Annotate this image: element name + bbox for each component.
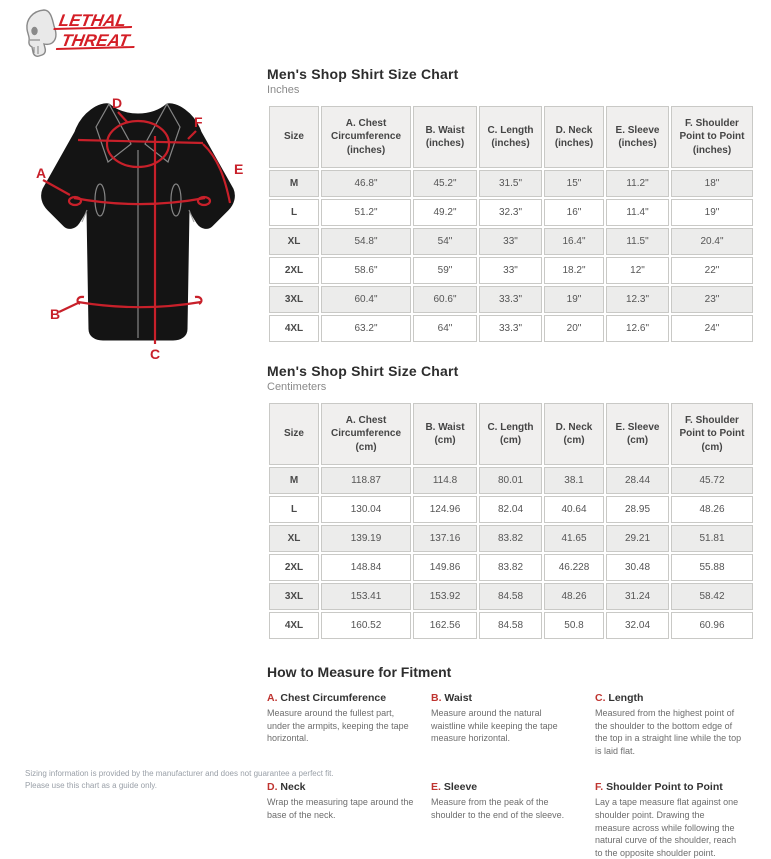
size-cell: L [269, 496, 319, 523]
measurement-cell: 137.16 [413, 525, 477, 552]
measurement-cell: 16" [544, 199, 604, 226]
table-row-2XL [269, 554, 753, 581]
fitment-item-description: Measured from the highest point of the shoulder to the bottom edge of the top in a straight line while the top is laid flat. [595, 708, 742, 756]
measurement-cell: 59" [413, 257, 477, 284]
fitment-item-heading [595, 781, 742, 793]
measurement-cell: 60.4" [321, 286, 411, 313]
fitment-item-letter: D. [267, 781, 278, 794]
table-row-L [269, 199, 753, 226]
measurement-cell: 48.26 [544, 583, 604, 610]
table-row-XL [269, 228, 753, 255]
measurement-cell: 114.8 [413, 467, 477, 494]
measurement-cell: 33.3" [479, 315, 542, 342]
measurement-cell: 11.5" [606, 228, 669, 255]
shirt-silhouette [42, 104, 235, 340]
table-row-3XL [269, 286, 753, 313]
fitment-item-letter: A. [267, 692, 278, 704]
fitment-item-heading [431, 692, 578, 704]
measurement-cell: 38.1 [544, 467, 604, 494]
measurement-cell: 45.72 [671, 467, 753, 494]
measurement-cell: 83.82 [479, 525, 542, 552]
fitment-item-name: Chest Circumference [280, 692, 387, 704]
measurement-cell: 55.88 [671, 554, 753, 581]
measurement-cell: 63.2" [321, 315, 411, 342]
fitment-item-heading [267, 692, 414, 704]
lethal-threat-logo [20, 4, 170, 62]
fitment-item-description: Measure from the peak of the shoulder to the end of the sleeve. [431, 797, 565, 820]
measurement-cell: 46.8" [321, 170, 411, 197]
column-header-3: C. Length (cm) [479, 403, 542, 465]
table-row-XL [269, 525, 753, 552]
header-row [269, 106, 753, 168]
measurement-cell: 30.48 [606, 554, 669, 581]
column-header-1: A. Chest Circumference (cm) [321, 403, 411, 465]
size-cell: M [269, 170, 319, 197]
measurement-cell: 11.4" [606, 199, 669, 226]
column-header-0: Size [269, 403, 319, 465]
measurement-cell: 58.42 [671, 583, 753, 610]
measurement-cell: 148.84 [321, 554, 411, 581]
size-cell: XL [269, 525, 319, 552]
measurement-cell: 60.96 [671, 612, 753, 639]
fitment-item-waist [431, 692, 578, 757]
fitment-item-letter: E. [431, 781, 441, 794]
size-cell: XL [269, 228, 319, 255]
measurement-cell: 33" [479, 257, 542, 284]
column-header-6: F. Shoulder Point to Point (inches) [671, 106, 753, 168]
measurement-cell: 51.81 [671, 525, 753, 552]
measurement-cell: 19" [544, 286, 604, 313]
measurement-cell: 28.95 [606, 496, 669, 523]
table-row-M [269, 467, 753, 494]
measurement-cell: 12" [606, 257, 669, 284]
table-row-L [269, 496, 753, 523]
measurement-cell: 20" [544, 315, 604, 342]
fitment-item-name: Length [608, 692, 644, 704]
measurement-cell: 33.3" [479, 286, 542, 313]
measurement-cell: 162.56 [413, 612, 477, 639]
fitment-item-name: Shoulder Point to Point [606, 781, 723, 794]
measurement-cell: 12.6" [606, 315, 669, 342]
fitment-item-description: Wrap the measuring tape around the base of the neck. [267, 797, 414, 820]
measurement-cell: 118.87 [321, 467, 411, 494]
measure-label-b: B [50, 306, 61, 322]
size-cell: 2XL [269, 554, 319, 581]
fitment-item-description: Lay a tape measure flat against one shoulder point. Drawing the measure across while following the natural curve of the shoulder, reach to the opposite shoulder point. [595, 797, 739, 858]
measurement-cell: 23" [671, 286, 753, 313]
measurement-cell: 54.8" [321, 228, 411, 255]
shirt-measurement-diagram [12, 82, 267, 362]
measurement-cell: 80.01 [479, 467, 542, 494]
column-header-3: C. Length (inches) [479, 106, 542, 168]
column-header-2: B. Waist (inches) [413, 106, 477, 168]
size-chart-cm-table [267, 401, 755, 641]
size-chart-cm-title: Men's Shop Shirt Size Chart [267, 363, 459, 379]
fitment-item-name: Sleeve [443, 781, 478, 794]
shirt-diagram-svg [12, 82, 267, 362]
size-cell: L [269, 199, 319, 226]
measurement-cell: 41.65 [544, 525, 604, 552]
size-cell: M [269, 467, 319, 494]
table-row-4XL [269, 315, 753, 342]
brand-name-line1: LETHAL [57, 10, 128, 30]
measure-label-e: E [234, 161, 244, 177]
how-to-measure-title: How to Measure for Fitment [267, 664, 452, 680]
content-column [267, 66, 745, 859]
fitment-item-letter: C. [595, 692, 606, 704]
measurement-cell: 60.6" [413, 286, 477, 313]
measure-label-a: A [36, 165, 47, 181]
measurement-cell: 149.86 [413, 554, 477, 581]
fitment-item-shoulder-point-to-point [595, 781, 742, 859]
measure-pointer-waist [59, 303, 78, 312]
measure-label-f: F [194, 114, 203, 130]
size-cell: 2XL [269, 257, 319, 284]
fitment-item-name: Waist [444, 692, 473, 704]
measurement-cell: 153.41 [321, 583, 411, 610]
measurement-cell: 160.52 [321, 612, 411, 639]
brand-name-line2: THREAT [59, 30, 132, 50]
fitment-item-heading [595, 692, 742, 704]
measure-label-d: D [112, 95, 123, 111]
footer-line-2: Please use this chart as a guide only. [25, 781, 157, 790]
fitment-item-description: Measure around the fullest part, under the armpits, keeping the tape horizontal. [267, 708, 409, 744]
measurement-cell: 31.24 [606, 583, 669, 610]
measurement-cell: 130.04 [321, 496, 411, 523]
fitment-item-neck [267, 781, 414, 859]
measurement-cell: 82.04 [479, 496, 542, 523]
measurement-cell: 28.44 [606, 467, 669, 494]
column-header-5: E. Sleeve (cm) [606, 403, 669, 465]
footer-disclaimer [25, 768, 334, 792]
table-row-2XL [269, 257, 753, 284]
measurement-cell: 84.58 [479, 583, 542, 610]
column-header-2: B. Waist (cm) [413, 403, 477, 465]
measurement-cell: 32.04 [606, 612, 669, 639]
table-row-M [269, 170, 753, 197]
footer-line-1: Sizing information is provided by the manufacturer and does not guarantee a perfect fit. [25, 769, 334, 778]
measurement-cell: 15" [544, 170, 604, 197]
size-chart-inches-section [267, 66, 745, 344]
measurement-cell: 49.2" [413, 199, 477, 226]
column-header-5: E. Sleeve (inches) [606, 106, 669, 168]
measurement-cell: 16.4" [544, 228, 604, 255]
table-row-3XL [269, 583, 753, 610]
fitment-item-length [595, 692, 742, 757]
measurement-cell: 24" [671, 315, 753, 342]
fitment-item-sleeve [431, 781, 578, 859]
measurement-cell: 139.19 [321, 525, 411, 552]
measurement-cell: 48.26 [671, 496, 753, 523]
size-cell: 4XL [269, 315, 319, 342]
measurement-cell: 20.4" [671, 228, 753, 255]
how-to-measure-section [267, 664, 745, 859]
measurement-cell: 45.2" [413, 170, 477, 197]
header-row [269, 403, 753, 465]
measurement-cell: 124.96 [413, 496, 477, 523]
measurement-cell: 22" [671, 257, 753, 284]
fitment-item-letter: F. [595, 781, 604, 794]
column-header-1: A. Chest Circumference (inches) [321, 106, 411, 168]
size-chart-inches-table [267, 104, 755, 344]
measurement-cell: 19" [671, 199, 753, 226]
measurement-cell: 50.8 [544, 612, 604, 639]
table-row-4XL [269, 612, 753, 639]
measurement-cell: 18" [671, 170, 753, 197]
measurement-cell: 51.2" [321, 199, 411, 226]
skull-icon [27, 10, 56, 56]
how-to-measure-grid [267, 692, 745, 859]
column-header-6: F. Shoulder Point to Point (cm) [671, 403, 753, 465]
fitment-item-heading [431, 781, 578, 793]
size-chart-cm-subtitle: Centimeters [267, 381, 327, 393]
measurement-cell: 64" [413, 315, 477, 342]
measurement-cell: 153.92 [413, 583, 477, 610]
measurement-cell: 33" [479, 228, 542, 255]
fitment-item-description: Measure around the natural waistline while keeping the tape measure horizontal. [431, 708, 558, 744]
size-chart-inches-subtitle: Inches [267, 84, 300, 96]
size-chart-inches-title: Men's Shop Shirt Size Chart [267, 66, 459, 82]
fitment-item-chest-circumference [267, 692, 414, 757]
measurement-cell: 29.21 [606, 525, 669, 552]
column-header-0: Size [269, 106, 319, 168]
fitment-item-letter: B. [431, 692, 442, 704]
size-cell: 3XL [269, 286, 319, 313]
size-cell: 3XL [269, 583, 319, 610]
measurement-cell: 11.2" [606, 170, 669, 197]
measurement-cell: 84.58 [479, 612, 542, 639]
measurement-cell: 40.64 [544, 496, 604, 523]
fitment-item-name: Neck [280, 781, 306, 794]
measure-label-c: C [150, 346, 161, 362]
column-header-4: D. Neck (cm) [544, 403, 604, 465]
measurement-cell: 12.3" [606, 286, 669, 313]
size-chart-cm-section [267, 363, 745, 641]
column-header-4: D. Neck (inches) [544, 106, 604, 168]
measurement-cell: 31.5" [479, 170, 542, 197]
measurement-cell: 54" [413, 228, 477, 255]
measurement-cell: 83.82 [479, 554, 542, 581]
size-cell: 4XL [269, 612, 319, 639]
measurement-cell: 58.6" [321, 257, 411, 284]
measurement-cell: 32.3" [479, 199, 542, 226]
measurement-cell: 18.2" [544, 257, 604, 284]
brand-logo [20, 4, 170, 62]
measurement-cell: 46.228 [544, 554, 604, 581]
